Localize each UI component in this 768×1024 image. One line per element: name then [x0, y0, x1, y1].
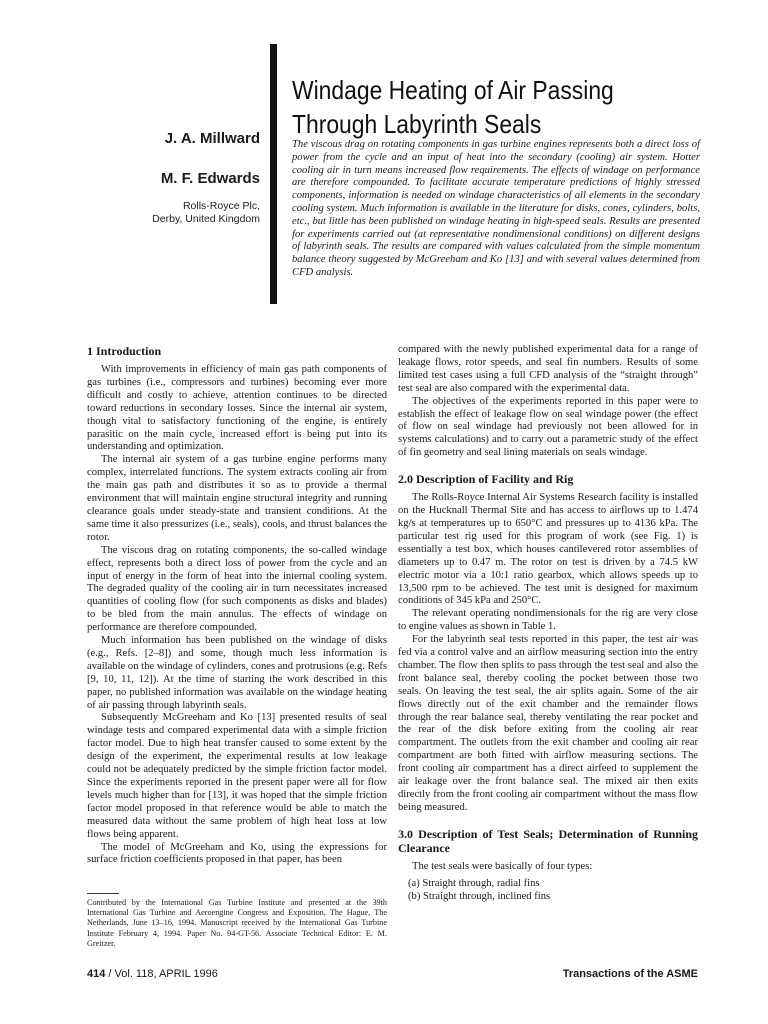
left-column [87, 344, 387, 867]
list-item: (b) Straight through, inclined fins [408, 890, 551, 902]
paragraph: The model of McGreeham and Ko, using the expressions for surface friction coefficients proposed in that paper, has been [87, 841, 387, 866]
paragraph: The viscous drag on rotating components, the so-called windage effect, represents both a direct loss of power from the cycle and an input of energy in the form of heat into the internal cooling system. The degraded quality of the cooling air in turn necessitates increased quantities of cooling flow (for such components as disks and blades) to be bled from the main annulus. The effects of windage on performance are therefore compounded. [87, 544, 387, 634]
footnote-divider [87, 893, 119, 894]
paragraph: The relevant operating nondimensionals for the rig are very close to engine values as shown in Table 1. [398, 608, 698, 633]
paragraph: Subsequently McGreeham and Ko [13] presented results of seal windage tests and compared experimental data with a simple friction factor model. Due to high heat transfer caused to some extent by the design of the experiment, the experimental results at low leakage could not be adequately predicted by the simple friction factor model. Since the experiments reported in the present paper were all for flow levels much higher than for [13], it was hoped that the simple friction factor model proposed in that reference would be able to match the measured data without the same problem of high heat loss at low flows being apparent. [87, 712, 387, 840]
affiliation-line-2: Derby, United Kingdom [152, 213, 260, 225]
paragraph: The objectives of the experiments reported in this paper were to establish the effect of leakage flow on seal windage power (the effect of flow on seal windage had previously not been allowed for in systems calculations) and to carry out a parametric study of the effect of fin geometry and seal lining materials on seals windage. [398, 395, 698, 459]
section-heading-introduction: 1 Introduction [87, 344, 162, 358]
page-footer-left [87, 968, 218, 980]
paragraph: compared with the newly published experimental data for a range of leakage flows, rotor speeds, and seal fin numbers. Results of some limited test cases using a full CFD analysis of the “straight through” test seal are also compared with the experimental data. [398, 344, 698, 394]
section-heading-facility: 2.0 Description of Facility and Rig [398, 472, 574, 487]
paper-title: Windage Heating of Air Passing Through Labyrinth Seals [292, 75, 614, 140]
author-block [110, 130, 260, 226]
footnote: Contributed by the International Gas Turbine Institute and presented at the 39th International Gas Turbine and Aeroengine Congress and Exposition, The Hague, The Netherlands, June 13–16, 1994. Manuscript received by the International Gas Turbine Institute February 4, 1994. Paper No. 94-GT-56. Associate Technical Editor: E. M. Greitzer. [87, 898, 387, 948]
volume-info: / Vol. 118, APRIL 1996 [105, 968, 218, 980]
journal-name: Transactions of the ASME [562, 968, 698, 980]
page-number: 414 [87, 968, 106, 980]
affiliation-line-1: Rolls-Royce Plc, [182, 200, 260, 212]
author-1: J. A. Millward [164, 130, 260, 147]
seal-type-list [408, 878, 698, 904]
list-item: (a) Straight through, radial fins [408, 877, 540, 889]
paragraph: For the labyrinth seal tests reported in this paper, the test air was fed via a control valve and an airflow measuring section into the entry chamber. The flow then splits to pass through the test seal and also the front balance seal, thereby cooling the pocket between those two seals. On leaving the test seal, the air splits again. Some of the air flows directly out of the exit chamber and the remainder flows through the rear balance seal, thereby ventilating the rear pocket and the rear of the disk before exiting from the cooling air rear compartment. The outlets from the exit chamber and cooling air rear compartment are both fitted with airflow measuring sections. The front cooling air compartment has a direct airfeed to supplement the air leakage over the front balance seal. The mixed air then exits directly from the front cooling air compartment without the mass flow being measured. [398, 634, 698, 813]
paragraph: With improvements in efficiency of main gas path components of gas turbines (i.e., compressors and turbines) becoming ever more difficult and costly to achieve, attention continues to be directed toward reductions in secondary losses. Since the internal air system, though vital to satisfactory functioning of the engine, is entirely parasitic on the main cycle, increased effort is being put into its understanding and optimization. [87, 364, 387, 453]
section-heading-test-seals: 3.0 Description of Test Seals; Determination of Running Clearance [398, 826, 698, 855]
author-2: M. F. Edwards [160, 170, 260, 187]
right-column [398, 344, 698, 904]
title-rule [270, 44, 277, 304]
paragraph: The internal air system of a gas turbine engine performs many complex, interrelated functions. The system extracts cooling air from the main gas path and distributes it so as to provide a thermal environment that will maintain engine structural integrity and running clearance goals under steady-state and transient conditions. At the same time it also pressurizes (i.e., seals), cools, and thrust balances the rotor. [87, 454, 387, 543]
paragraph: The test seals were basically of four types: [412, 860, 593, 872]
abstract: The viscous drag on rotating components in gas turbine engines represents both a direct loss of power from the cycle and an input of heat into the secondary (cooling) air system. Hotter cooling air in turn means increased flow requirements. The effects of windage on performance are therefore compounded. To facilitate accurate temperature predictions of highly stressed components, information is needed on windage characteristics of all elements in the secondary cooling system. Much information is available in the literature for disks, cones, cylinders, bolts, etc., but little has been published on windage heating in high-speed seals. Results are presented for experiments carried out (at representative nondimensional conditions) on different designs of labyrinth seals. The results are compared with values calculated from the simple momentum balance theory suggested by McGreeham and Ko [13] and with several values determined from CFD analysis. [292, 139, 700, 278]
paragraph: The Rolls-Royce Internal Air Systems Research facility is installed on the Hucknall Thermal Site and has access to airflows up to 1.474 kg/s at temperatures up to 650°C and pressures up to 4136 kPa. The particular test rig used for this program of work (see Fig. 1) is essentially a test box, which houses cantilevered rotor assemblies of diameters up to 0.47 m. The rotor on test is driven by a 74.5 kW electric motor via a 10:1 ratio gearbox, which allows speeds up to 13,500 rpm to be achieved. The test unit is designed for maximum conditions of 345 kPa and 250°C. [398, 492, 698, 607]
paragraph: Much information has been published on the windage of disks (e.g., Refs. [2–8]) and some, though much less information is available on the windage of cylinders, cones and protrusions (e.g. Refs [9, 10, 11, 12]). At the time of starting the work described in this paper, no published information was available on the windage heating of air passing through labyrinth seals. [87, 635, 387, 711]
